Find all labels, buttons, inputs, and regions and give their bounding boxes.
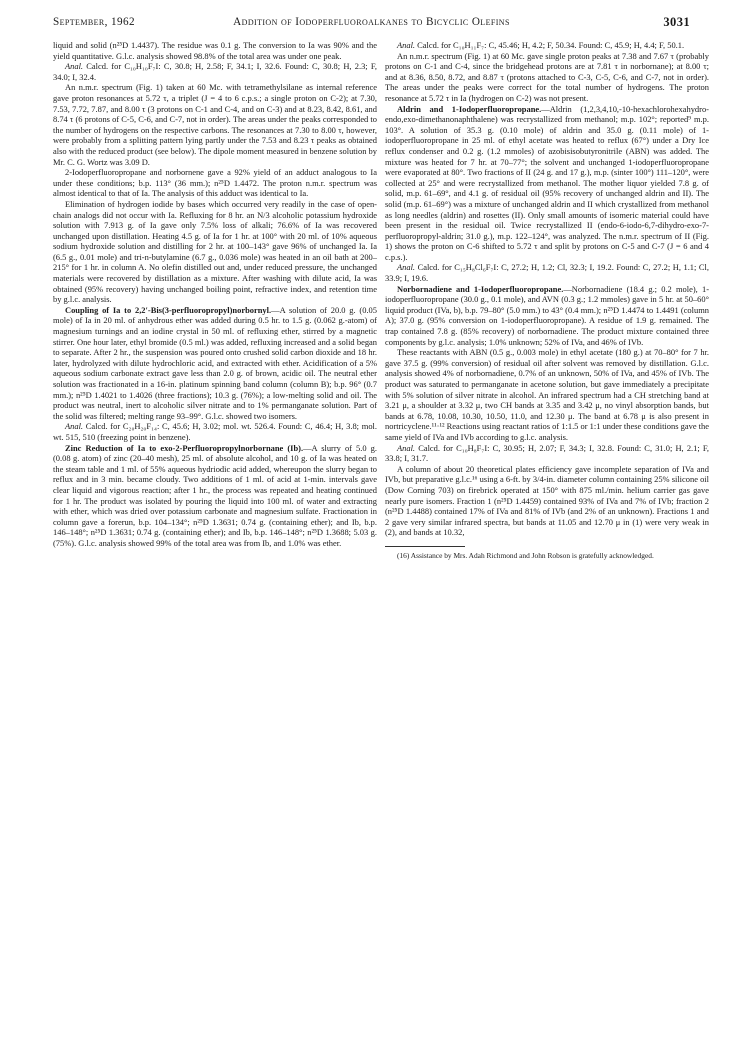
paragraph-text: liquid and solid (n²⁵D 1.4437). The residue was 0.1 g. The conversion to Ia was 90% and the yield quantitative. G.l.c. analysis showed 98.8% of the total area was under one peak. xyxy=(53,40,377,61)
right-column-body xyxy=(385,40,709,538)
paragraph-text: 2-Iodoperfluoropropane and norbornene gave a 92% yield of an adduct analogous to Ia under these conditions; b.p. 113° (36 mm.); n²⁵D 1.4472. The proton n.m.r. spectrum was almost identical to that of Ia. The analysis of this adduct was identical to Ia. xyxy=(53,167,377,199)
paragraph xyxy=(53,82,377,167)
header-title: Addition of Iodoperfluoroalkanes to Bicyclic Olefins xyxy=(233,16,510,28)
page-number: 3031 xyxy=(663,15,690,29)
analysis-label: Anal. xyxy=(65,421,84,432)
header-date: September, 1962 xyxy=(53,16,135,28)
analysis-label: Anal. xyxy=(65,61,84,72)
paragraph xyxy=(385,443,709,464)
paragraph-text: Calcd. for C₁₀H₁₁F₇: C, 45.46; H, 4.2; F, 50.34. Found: C, 45.9; H, 4.4; F, 50.1. xyxy=(415,40,685,50)
paragraph-text: —Norbornadiene (18.4 g.; 0.2 mole), 1-iodoperfluoropropane (30.0 g., 0.1 mole), and AVN (0.3 g.; 1.2 mmoles) gave in 5 hr. at 50–60° liquid product (IVa, b), b.p. 79–80° (5.0 mm.) to 43° (0.4 mm.); n²⁵D 1.4474 to 1.4491 (column A); 37.0 g. (95% conversion on 1-iodoperfluoropropane). A residue of 1.9 g. remained. The trap contained 7.8 g. (85% recovery) of norbornadiene. The product mixture contained three components by g.l.c. analysis; 1.0% unknown; 52% of IVa, and 46% of IVb. xyxy=(385,283,709,347)
analysis-label: Anal. xyxy=(397,442,416,453)
paragraph-text: —A slurry of 5.0 g. (0.08 g. atom) of zinc (20–40 mesh), 25 ml. of absolute alcohol, and 10 g. of Ia was heated on the steam table and 1 ml. of 55% aqueous hydriodic acid added, whereupon the slurry began to reflux and in 3 min. became cloudy. Two additions of 1 ml. of acid at 1-min. intervals gave clear liquid and vigorous reaction; after 1 hr., the process was repeated and heating continued for 1 hr. The product was isolated by pouring the liquid into 100 ml. of water and extracting with ether, which was dried over potassium carbonate and magnesium sulfate. Fractionation in column gave a forerun, b.p. 104–134°; n²⁵D 1.3631; 0.74 g. (containing ether); and Ib, b.p. 146–148°; n²⁵D 1.3631; 0.74 g. (containing ether); and Ib, b.p. 146–148°; n²⁵D 1.3688; 5.03 g. (75%). G.l.c. analysis showed 99% of the total area was from Ib, and 1.0% was ether. xyxy=(53,442,377,548)
paragraph xyxy=(53,421,377,442)
paragraph xyxy=(385,104,709,263)
paragraph xyxy=(53,305,377,422)
paragraph-text: Calcd. for C₂₀H₂₀F₁₄: C, 45.6; H, 3.02; mol. wt. 526.4. Found: C, 46.4; H, 3.8; mol. wt. 515, 510 (freezing point in benzene). xyxy=(53,421,377,442)
paragraph-text: An n.m.r. spectrum (Fig. 1) at 60 Mc. gave single proton peaks at 7.38 and 7.67 τ (probably protons on C-1 and C-4, since the bridgehead protons are at 7.81 τ in norbornane); at 8.00 τ; and at 8.36, 8.50, 8.72, and 8.87 τ (protons attached to C-3, C-5, C-6, and C-7, not in order). The areas under the peaks were correct for the total number of hydrogens. The proton resonance at 5.72 τ in Ia (hydrogen on C-2) was not present. xyxy=(385,50,709,103)
paragraph-text: Calcd. for C₁₅H₈Cl₆F₇I: C, 27.2; H, 1.2; Cl, 32.3; I, 19.2. Found: C, 27.2; H, 1.1; Cl, 33.9; I, 19.6. xyxy=(385,262,709,284)
paragraph xyxy=(385,284,709,348)
paragraph xyxy=(53,40,377,61)
paragraph-text: Elimination of hydrogen iodide by bases which occurred very readily in the case of open-chain analogs did not occur with Ia. Refluxing for 8 hr. an N/3 alcoholic potassium hydroxide solution with 7.913 g. of Ia gave only 7.5% loss of alkali; 76.6% of Ia was recovered unchanged upon distillation. Heating 4.5 g. of Ia for 1 hr. at 100° with 20 ml. of 10% aqueous sodium hydroxide solution and distilling for 2 hr. at 100–143° gave 96% of unchanged Ia. Ia (6.5 g., 0.01 mole) and tri-n-butylamine (6.7 g., 0.036 mole) was heated in an oil bath at 200–215° for 1 hr. in column A. No olefin distilled out and, under reduced pressure, the unchanged materials were recovered by distillation as a mixture. After washing with dilute acid, Ia was obtained (95% recovery) having unchanged boiling point, refractive index, and retention time by g.l.c. analysis. xyxy=(53,198,377,305)
paragraph xyxy=(53,443,377,549)
section-heading: Norbornadiene and 1-Iodoperfluoropropane. xyxy=(397,283,564,294)
paragraph xyxy=(53,61,377,82)
paragraph-text: An n.m.r. spectrum (Fig. 1) taken at 60 Mc. with tetramethylsilane as internal reference gave proton resonances at 5.72 τ, a triplet (J = 4 to 6 c.p.s.; a single proton on C-2); at 7.30, 7.53, 7.72, 7.87, and 8.00 τ (3 protons on C-1 and C-4, and on C-3) and at 8.23, 8.42, 8.61, and 8.74 τ (6 protons of C-5, C-6, and C-7, not in order). The areas under the peaks corresponded to the number of hydrogens on the respective carbons. The resonances at 7.30 to 8.00 τ, however, were probably from a splitting pattern lying partly under the 7.53 and 8.23 τ peaks as obtained also with the reduced product (see below). The dipole moment measured in benzene solution by Mr. C. G. Wortz was 3.09 D. xyxy=(53,82,377,167)
right-column xyxy=(385,40,709,560)
footnote: (16) Assistance by Mrs. Adah Richmond and John Robson is gratefully acknowledged. xyxy=(397,550,654,560)
section-heading: Aldrin and 1-Iodoperfluoropropane. xyxy=(397,103,542,114)
paragraph xyxy=(385,51,709,104)
paragraph xyxy=(53,167,377,199)
analysis-label: Anal. xyxy=(397,262,416,273)
analysis-label: Anal. xyxy=(397,40,416,50)
running-head xyxy=(53,16,690,34)
paragraph-text: —Aldrin (1,2,3,4,10,-10-hexachlorohexahydro-endo,exo-dimethanonaphthalene) was recrystallized from methanol; m.p. 102°; reported⁹ m.p. 103°. A solution of 35.3 g. (0.10 mole) of aldrin and 35.0 g. (0.11 mole) of 1-iodoperfluoropropane in 25 ml. of ethyl acetate was heated to reflux (67°) under a Dry Ice reflux condenser and 0.2 g. (1.2 mmoles) of azobisisobutyronitrile (ABN) was added. The mixture was heated for 7 hr. at 70–77°; the solvent and unchanged 1-iodoperfluoropropane were evaporated at 80°. Two fractions of II (24 g. and 17 g.), m.p. (sinter 100°) 111–120°, were collected at 25° and were recrystallized from methanol. The mother liquor yielded 7.8 g. of solid, m.p. 61–69°, and 4.1 g. of residual oil (95% recovery of unchanged aldrin and II). The solid (m.p. 61–69°) was a mixture of unchanged aldrin and II which crystallized from methanol as long needles (aldrin) and rosettes (II). Only small amounts of isomeric material could have been present in the residual oil. Twice recrystallized II (endo-6-iodo-6,7-dihydro-exo-7-perfluoropropyl-aldrin; 31.0 g.), m.p. 122–124°, was analyzed. The n.m.r. spectrum of II (Fig. 1) shows the proton on C-6 shifted to 5.72 τ and split by protons on C-5 and C-7 (J = 6 and 4 c.p.s.). xyxy=(385,103,709,262)
left-column xyxy=(53,40,377,549)
paragraph xyxy=(385,464,709,538)
paragraph xyxy=(53,199,377,305)
paragraph xyxy=(385,40,709,51)
section-heading: Zinc Reduction of Ia to exo-2-Perfluoropropylnorbornane (Ib). xyxy=(65,442,304,453)
footnote-rule xyxy=(385,546,465,547)
paragraph-text: Calcd. for C₁₀H₈F₇I: C, 30.95; H, 2.07; F, 34.3; I, 32.8. Found: C, 31.0; H, 2.1; F, 33.8; I, 31.7. xyxy=(385,442,709,464)
section-heading: Coupling of Ia to 2,2′-Bis(3-perfluoropropyl)norbornyl. xyxy=(65,304,272,315)
paragraph xyxy=(385,347,709,442)
paragraph-text: Calcd. for C₁₀H₁₀F₇I: C, 30.8; H, 2.58; F, 34.1; I, 32.6. Found: C, 30.8; H, 2.3; F, 34.0; I, 32.4. xyxy=(53,61,377,82)
paragraph-text: A column of about 20 theoretical plates efficiency gave incomplete separation of IVa and IVb, but preparative g.l.c.¹⁶ using a 6-ft. by 3/4-in. diameter column containing 25% silicone oil (Dow Corning 703) on firebrick operated at 150° with 875 ml./min. helium carrier gas gave nearly pure isomers. Fraction 1 (n²⁵D 1.4459) contained 93% of IVa and 7% of IVb; fraction 2 (n²⁵D 1.4488) contained 17% of IVa and 81% of IVb (and 2% of an unknown). Fractions 1 and 2 gave very similar infrared spectra, but bands at 11.05 and 12.70 μ in (1) were very weak in (2), and bands at 10.32, xyxy=(385,463,709,538)
paragraph-text: These reactants with ABN (0.5 g., 0.003 mole) in ethyl acetate (180 g.) at 70–80° for 7 hr. gave 37.5 g. (99% conversion) of residual oil after solvent was removed by distillation. G.l.c. analysis showed 4% of norbornadiene, 0.7% of an unknown, 50% of IVa, and 45% of IVb. The product was saturated to permanganate in acetone solution, but gave immediately a precipitate with 5% solution of silver nitrate in alcohol. An infrared spectrum had a CH stretching band at 3.21 μ, a shoulder at 3.32 μ, two CH bands at 3.35 and 3.42 μ, no vinyl absorption bands, but bands at 6.78, 10.08, 10.30, 10.50, 11.0, and 12.30 μ. The band at 6.78 μ is also present in nortricyclene.¹¹·¹² Reactions using reactant ratios of 1:1.5 or 1:1 under these conditions gave the same yield of IVa and IVb according to g.l.c. analysis. xyxy=(385,347,709,442)
paragraph xyxy=(385,262,709,283)
paragraph-text: —A solution of 20.0 g. (0.05 mole) of Ia in 20 ml. of anhydrous ether was added during 0.5 hr. to 1.5 g. (0.062 g.-atom) of magnesium turnings and an iodine crystal in 50 ml. of refluxing ether, stirred by a magnetic stirrer. One hour later, ethyl bromide (0.5 ml.) was added, refluxing increased and a solid began to separate. After 2 hr., the suspension was poured onto crushed solid carbon dioxide and 18 hr. later, hydrolyzed with dilute hydrochloric acid, and extracted with ether. Acidification of a 5% aqueous sodium carbonate extract gave less than 2.0 g. of brown, acidic oil. The neutral ether solution was fractionated in a 16-in. platinum spinning band column (column B); b.p. 96° (0.7 mm.); n²⁵D 1.4021 to 1.4026 (three fractions); 10.3 g. (76%); a low-melting solid and oil. The product was neutral, inert to alcoholic silver nitrate and to 1% permanganate solution. Part of the solid was filtered; melting range 93–99°. G.l.c. showed two isomers. xyxy=(53,304,377,421)
